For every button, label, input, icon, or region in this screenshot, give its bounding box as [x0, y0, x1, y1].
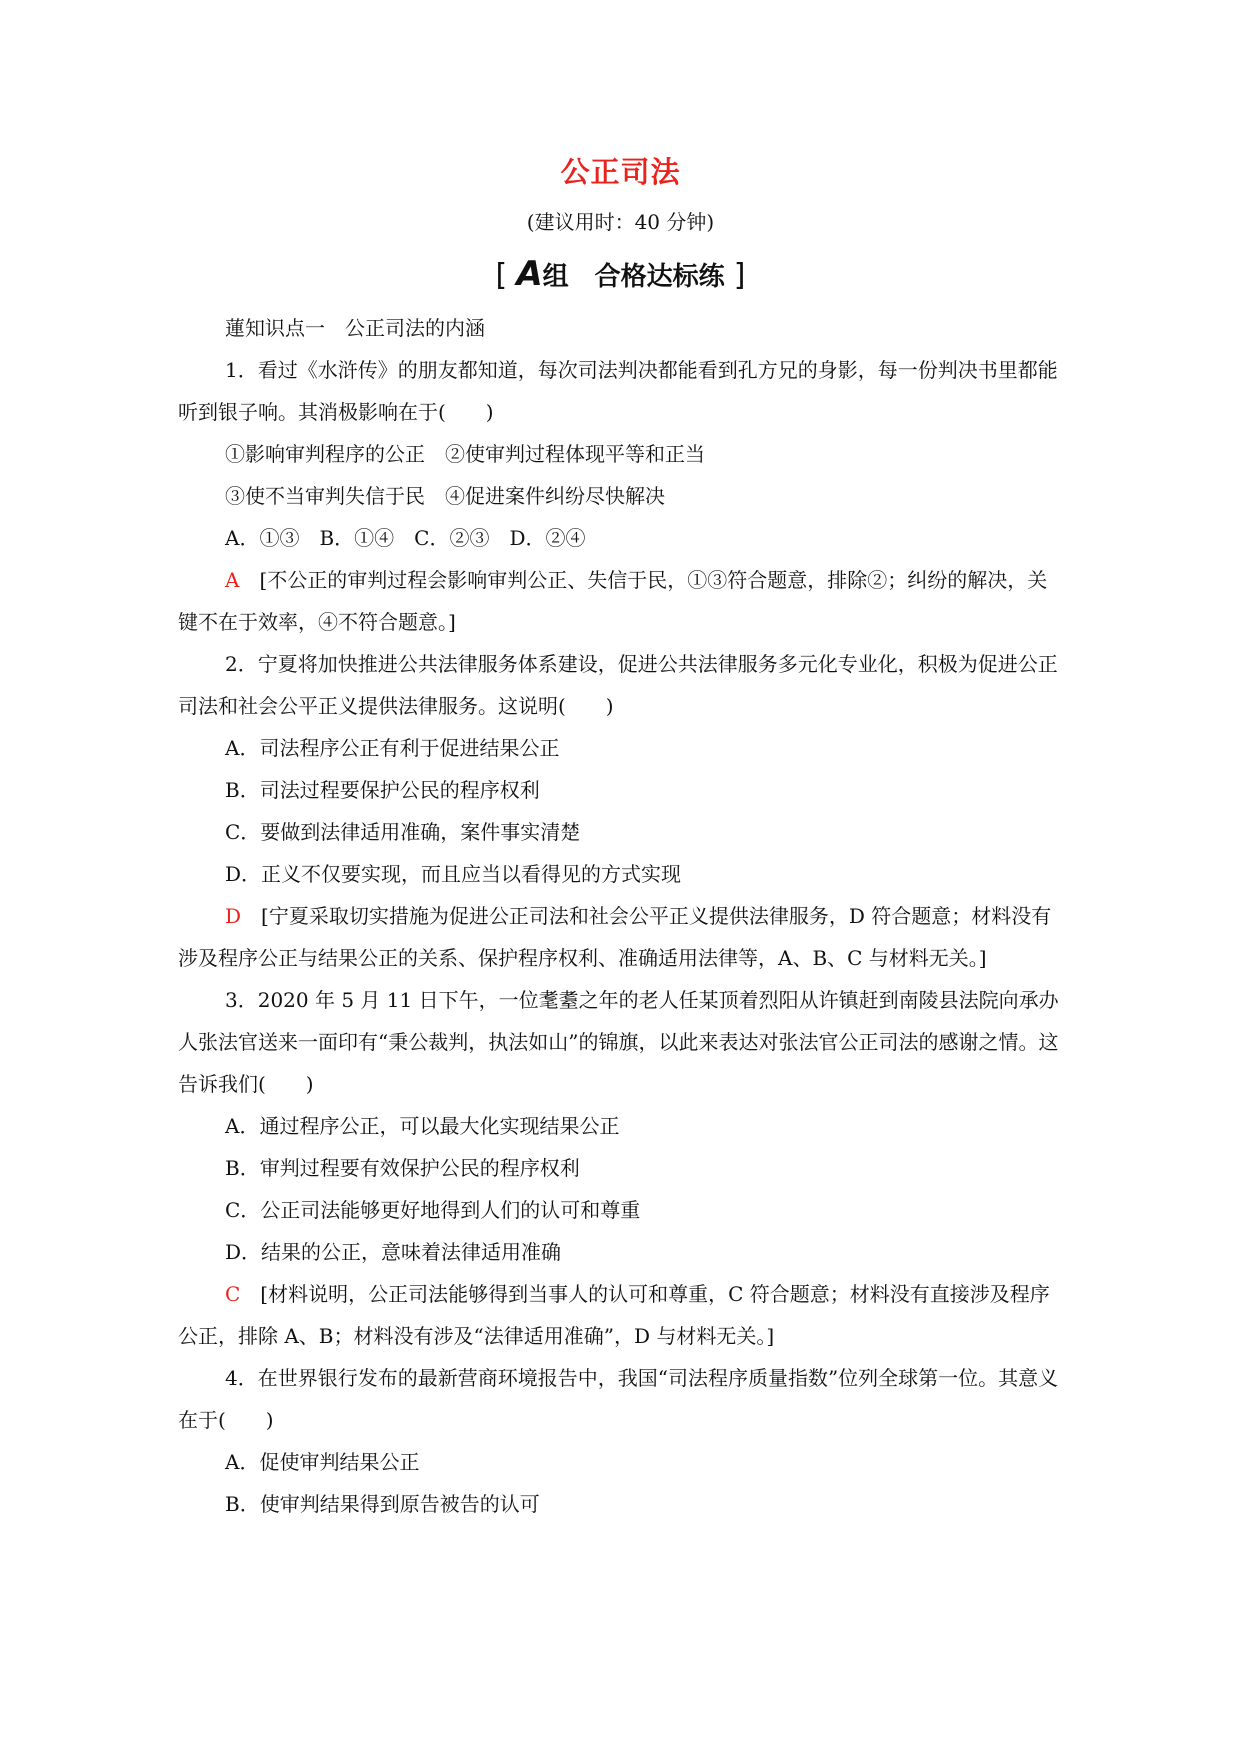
question-4-option-a: A．促使审判结果公正	[225, 1450, 420, 1474]
question-3-option-a: A．通过程序公正，可以最大化实现结果公正	[225, 1114, 620, 1138]
group-heading	[0, 254, 1241, 294]
page-title: 公正司法	[560, 155, 681, 189]
question-3-explanation: [材料说明，公正司法能够得到当事人的认可和尊重，C 符合题意；材料没有直接涉及程序公正，排除 A、B；材料没有涉及“法律适用准确”，D 与材料无关。]	[178, 1282, 1050, 1348]
question-3-option-c: C．公正司法能够更好地得到人们的认可和尊重	[225, 1198, 641, 1222]
question-1-answer-letter: A	[225, 568, 240, 592]
question-3-option-d: D．结果的公正，意味着法律适用准确	[225, 1240, 562, 1264]
question-1-items-line-1: ①影响审判程序的公正 ②使审判过程体现平等和正当	[225, 442, 705, 466]
question-2-option-c: C．要做到法律适用准确，案件事实清楚	[225, 820, 581, 844]
question-3-stem: 3．2020 年 5 月 11 日下午，一位耄耋之年的老人任某顶着烈阳从许镇赶到南陵县法院向承办人张法官送来一面印有“秉公裁判，执法如山”的锦旗，以此来表达对张法官公正司法的感谢之情。这告诉我们( )	[178, 988, 1059, 1096]
question-1-answer	[178, 559, 1065, 643]
question-3-answer-letter: C	[225, 1282, 241, 1306]
question-4-stem: 4．在世界银行发布的最新营商环境报告中，我国“司法程序质量指数”位列全球第一位。其意义在于( )	[178, 1366, 1059, 1432]
group-text: 组 合格达标练	[542, 262, 725, 292]
question-2-explanation: [宁夏采取切实措施为促进公正司法和社会公平正义提供法律服务，D 符合题意；材料没有涉及程序公正与结果公正的关系、保护程序权利、准确适用法律等，A、B、C 与材料无关。]	[178, 904, 1052, 970]
exercise-content	[178, 307, 1065, 1525]
question-1-items-line-2: ③使不当审判失信于民 ④促进案件纠纷尽快解决	[225, 484, 665, 508]
question-2-option-a: A．司法程序公正有利于促进结果公正	[225, 736, 560, 760]
question-2-option-b: B．司法过程要保护公民的程序权利	[225, 778, 540, 802]
suggested-time: (建议用时：40 分钟)	[526, 210, 715, 234]
question-2-answer-letter: D	[225, 904, 242, 928]
group-letter: A	[516, 254, 543, 294]
group-bracket-open: [	[495, 258, 508, 293]
knowledge-point-heading: 蓮知识点一 公正司法的内涵	[225, 316, 485, 340]
question-1-explanation: [不公正的审判过程会影响审判公正、失信于民，①③符合题意，排除②；纠纷的解决，关键不在于效率，④不符合题意。]	[178, 568, 1048, 634]
question-2-stem: 2．宁夏将加快推进公共法律服务体系建设，促进公共法律服务多元化专业化，积极为促进公正司法和社会公平正义提供法律服务。这说明( )	[178, 652, 1058, 718]
group-bracket-close: ]	[733, 258, 746, 293]
question-2-answer	[178, 895, 1065, 979]
question-4-option-b: B．使审判结果得到原告被告的认可	[225, 1492, 540, 1516]
question-3-option-b: B．审判过程要有效保护公民的程序权利	[225, 1156, 580, 1180]
question-1-choices: A．①③ B．①④ C．②③ D．②④	[225, 526, 586, 550]
question-3-answer	[178, 1273, 1065, 1357]
question-1-stem: 1．看过《水浒传》的朋友都知道，每次司法判决都能看到孔方兄的身影，每一份判决书里都能听到银子响。其消极影响在于( )	[178, 358, 1058, 424]
question-2-option-d: D．正义不仅要实现，而且应当以看得见的方式实现	[225, 862, 682, 886]
